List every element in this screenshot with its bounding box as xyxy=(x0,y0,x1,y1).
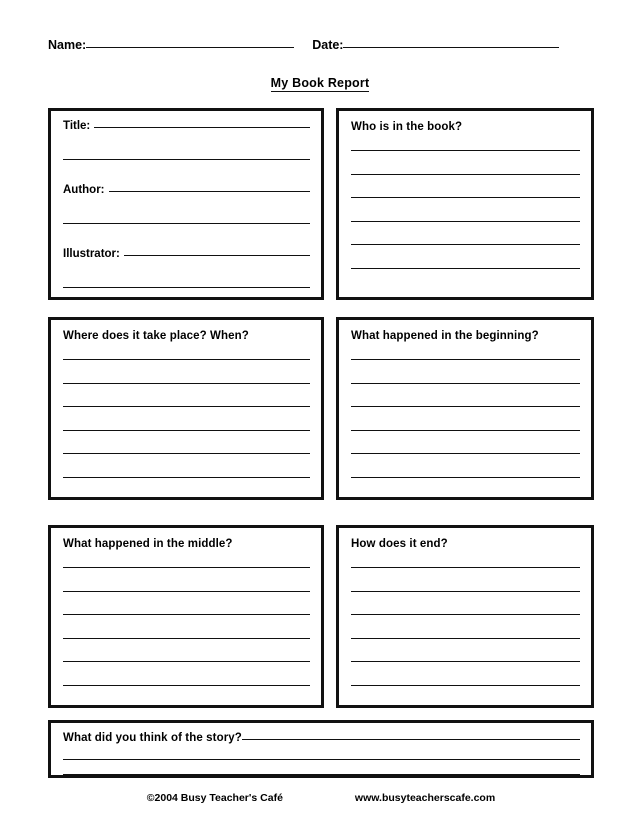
answer-line[interactable] xyxy=(351,268,580,269)
question-label: Who is in the book? xyxy=(351,121,463,133)
title-label: Title: xyxy=(63,120,91,132)
answer-line[interactable] xyxy=(351,221,580,222)
answer-line[interactable] xyxy=(63,774,580,775)
box-beginning xyxy=(336,317,594,500)
box-ending xyxy=(336,525,594,708)
answer-line[interactable] xyxy=(63,383,310,384)
author-row[interactable] xyxy=(63,184,310,196)
answer-line[interactable] xyxy=(242,739,580,740)
answer-lines xyxy=(351,567,580,686)
box-middle xyxy=(48,525,324,708)
name-write-rule[interactable] xyxy=(86,47,294,48)
question-label: What did you think of the story? xyxy=(63,732,242,744)
date-write-rule[interactable] xyxy=(343,47,559,48)
author-write-rule[interactable] xyxy=(109,191,310,192)
answer-line[interactable] xyxy=(351,197,580,198)
illustrator-write-rule[interactable] xyxy=(124,255,310,256)
answer-line[interactable] xyxy=(63,430,310,431)
answer-line[interactable] xyxy=(63,453,310,454)
answer-line[interactable] xyxy=(63,406,310,407)
box-opinion xyxy=(48,720,594,778)
footer-url: www.busyteacherscafe.com xyxy=(354,792,496,804)
answer-line[interactable] xyxy=(351,383,580,384)
answer-line[interactable] xyxy=(63,477,310,478)
answer-line[interactable] xyxy=(63,638,310,639)
answer-line[interactable] xyxy=(63,591,310,592)
title-write-rule[interactable] xyxy=(94,127,310,128)
header-fields xyxy=(48,38,594,60)
answer-line[interactable] xyxy=(351,430,580,431)
answer-line[interactable] xyxy=(63,685,310,686)
page-title xyxy=(0,76,640,90)
answer-line[interactable] xyxy=(351,477,580,478)
date-field[interactable] xyxy=(312,38,559,52)
name-label: Name: xyxy=(48,38,87,52)
answer-line[interactable] xyxy=(63,567,310,568)
answer-line[interactable] xyxy=(351,406,580,407)
opinion-question-row[interactable] xyxy=(63,731,580,745)
question-label: What happened in the beginning? xyxy=(351,330,539,342)
name-field[interactable] xyxy=(48,38,294,52)
answer-line[interactable] xyxy=(351,614,580,615)
page-title-text: My Book Report xyxy=(270,76,370,90)
answer-line[interactable] xyxy=(351,244,580,245)
answer-lines xyxy=(63,359,310,478)
illustrator-label: Illustrator: xyxy=(63,248,120,260)
question-label: How does it end? xyxy=(351,538,448,550)
answer-line[interactable] xyxy=(351,150,580,151)
answer-lines xyxy=(351,150,580,269)
answer-line[interactable] xyxy=(63,359,310,360)
answer-line[interactable] xyxy=(63,759,580,760)
page-footer xyxy=(48,792,594,804)
title-write-line-2[interactable] xyxy=(63,159,310,160)
answer-line[interactable] xyxy=(351,685,580,686)
footer-copyright: ©2004 Busy Teacher's Café xyxy=(146,792,283,804)
box-who-is-in-the-book xyxy=(336,108,594,300)
answer-line[interactable] xyxy=(63,614,310,615)
answer-line[interactable] xyxy=(351,453,580,454)
answer-line[interactable] xyxy=(351,567,580,568)
answer-line[interactable] xyxy=(351,638,580,639)
question-label: Where does it take place? When? xyxy=(63,330,249,342)
illustrator-row[interactable] xyxy=(63,248,310,260)
box-where-when xyxy=(48,317,324,500)
box-title-info xyxy=(48,108,324,300)
answer-line[interactable] xyxy=(351,591,580,592)
answer-line[interactable] xyxy=(63,661,310,662)
answer-lines xyxy=(63,567,310,686)
answer-line[interactable] xyxy=(351,174,580,175)
author-write-line-2[interactable] xyxy=(63,223,310,224)
answer-line[interactable] xyxy=(351,359,580,360)
answer-lines xyxy=(351,359,580,478)
title-row[interactable] xyxy=(63,120,310,132)
question-label: What happened in the middle? xyxy=(63,538,233,550)
author-label: Author: xyxy=(63,184,105,196)
illustrator-write-line-2[interactable] xyxy=(63,287,310,288)
answer-line[interactable] xyxy=(351,661,580,662)
date-label: Date: xyxy=(312,38,344,52)
